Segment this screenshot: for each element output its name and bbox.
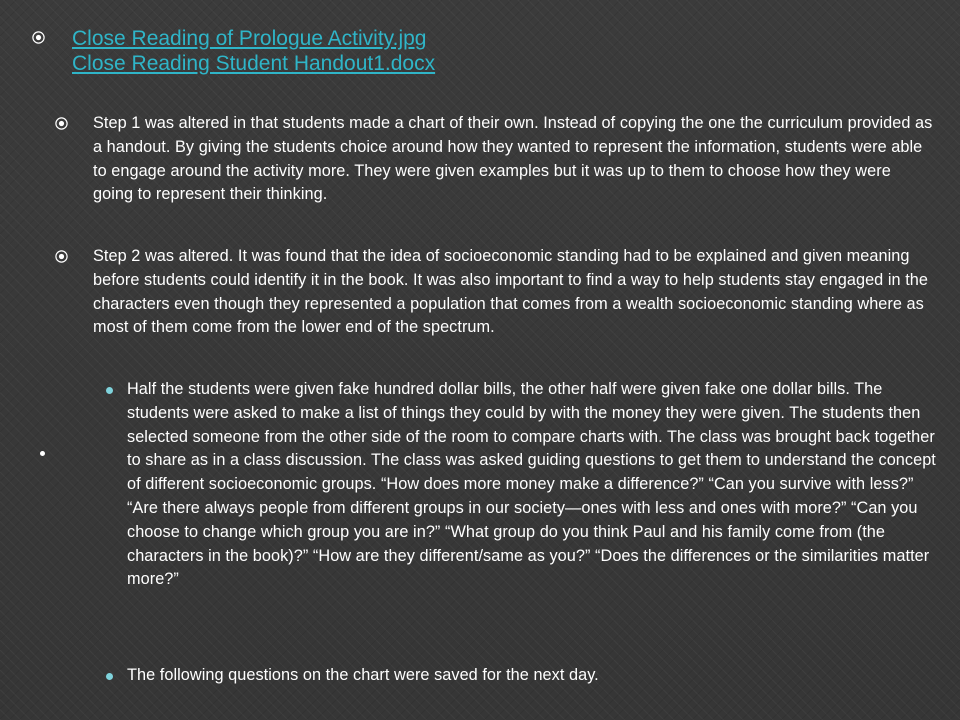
dot-bullet-icon	[106, 387, 113, 394]
attachment-links	[72, 26, 435, 76]
bullet-step-2: Step 2 was altered. It was found that the idea of socioeconomic standing had to be explained and given meaning before students could identify it in the book. It was also important to find a way to help students stay engaged in the characters even though they represented a population that comes from a wealth socioeconomic standing where as most of them come from the lower end of the spectrum.	[93, 247, 928, 337]
link-prologue-activity-jpg[interactable]: Close Reading of Prologue Activity.jpg	[72, 27, 427, 50]
bullet-step-1: Step 1 was altered in that students made a chart of their own. Instead of copying the one the curriculum provided as a handout. By giving the students choice around how they wanted to represent the information, students were able to engage around the activity more. They were given examples but it was up to them to choose how they were going to represent their thinking.	[93, 114, 933, 204]
dot-bullet-icon	[106, 673, 113, 680]
sub-bullet-next-day: The following questions on the chart were saved for the next day.	[127, 666, 599, 684]
target-bullet-icon	[55, 117, 68, 130]
target-bullet-icon	[32, 31, 45, 44]
empty-bullet-dot-icon	[40, 451, 45, 456]
sub-bullet-activity: Half the students were given fake hundred dollar bills, the other half were given fake one dollar bills. The students were asked to make a list of things they could by with the money they were given. The students then selected someone from the other side of the room to compare charts with. The class was brought back together to share as in a class discussion. The class was asked guiding questions to get them to understand the concept of different socioeconomic groups. “How does more money make a difference?” “Can you survive with less?” “Are there always people from different groups in our society—ones with less and ones with more?” “Can you choose to change which group you are in?” “What group do you think Paul and his family come from (the characters in the book)?” “How are they different/same as you?” “Does the differences or the similarities matter more?”	[127, 380, 936, 589]
target-bullet-icon	[55, 250, 68, 263]
link-student-handout-docx[interactable]: Close Reading Student Handout1.docx	[72, 52, 436, 75]
